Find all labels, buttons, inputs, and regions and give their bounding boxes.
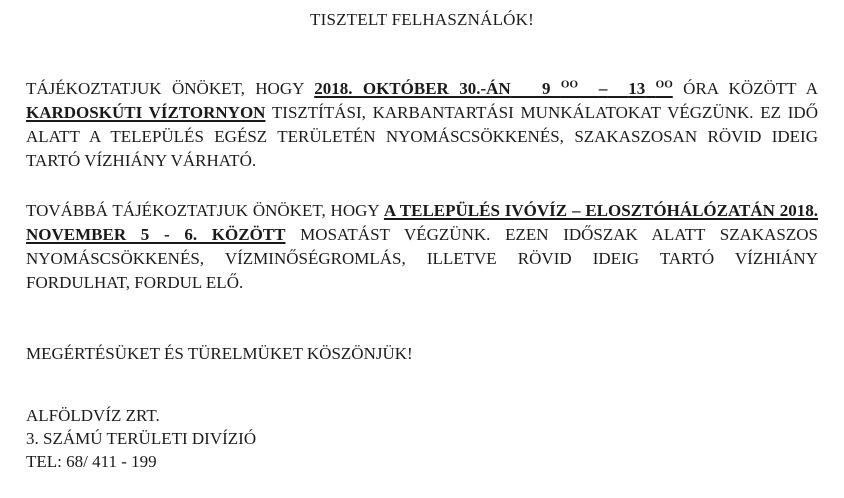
maintenance-date: 2018. OKTÓBER 30.-ÁN: [314, 79, 511, 98]
paragraph-thanks: MEGÉRTÉSÜKET ÉS TÜRELMÜKET KÖSZÖNJÜK!: [26, 344, 413, 363]
p1-text-intro: TÁJÉKOZTATJUK ÖNÖKET, HOGY: [26, 79, 315, 98]
start-minutes: OO: [560, 78, 579, 91]
start-hour: 9: [541, 79, 551, 98]
p1-text-rest: TISZTÍTÁSI, KARBANTARTÁSI MUNKÁLATOKAT VÉGZÜNK. EZ IDŐ ALATT A TELEPÜLÉS EGÉSZ TERÜLETÉN NYOMÁSCSÖKKENÉS, SZAKASZOSAN RÖVID IDEIG TARTÓ VÍZHIÁNY VÁRHATÓ.: [26, 103, 818, 170]
end-hour: 13: [628, 79, 646, 98]
signature-block: [26, 404, 256, 473]
company-name: ALFÖLDVÍZ ZRT.: [26, 406, 160, 425]
division-name: 3. SZÁMÚ TERÜLETI DIVÍZIÓ: [26, 429, 257, 448]
p2-text-intro: TOVÁBBÁ TÁJÉKOZTATJUK ÖNÖKET, HOGY: [26, 201, 384, 220]
notice-title: TISZTELT FELHASZNÁLÓK!: [310, 10, 534, 29]
paragraph-flushing: [26, 199, 818, 295]
end-minutes: OO: [655, 78, 673, 91]
flushing-highlight: A TELEPÜLÉS IVÓVÍZ – ELOSZTÓHÁLÓZATÁN 2018. NOVEMBER 5 - 6. KÖZÖTT: [26, 201, 819, 244]
maintenance-time: [314, 79, 673, 98]
phone-number: TEL: 68/ 411 - 199: [26, 452, 157, 471]
p2-text-rest: MOSATÁST VÉGZÜNK. EZEN IDŐSZAK ALATT SZAKASZOS NYOMÁSCSÖKKENÉS, VÍZMINŐSÉGROMLÁS, ILLETVE RÖVID IDEIG TARTÓ VÍZHIÁNY FORDULHAT, FORDUL ELŐ.: [26, 225, 819, 292]
time-dash: –: [598, 79, 608, 98]
paragraph-maintenance: [26, 77, 818, 173]
maintenance-location: KARDOSKÚTI VÍZTORNYON: [26, 103, 266, 122]
p1-text-between: ÓRA KÖZÖTT A: [672, 79, 818, 98]
